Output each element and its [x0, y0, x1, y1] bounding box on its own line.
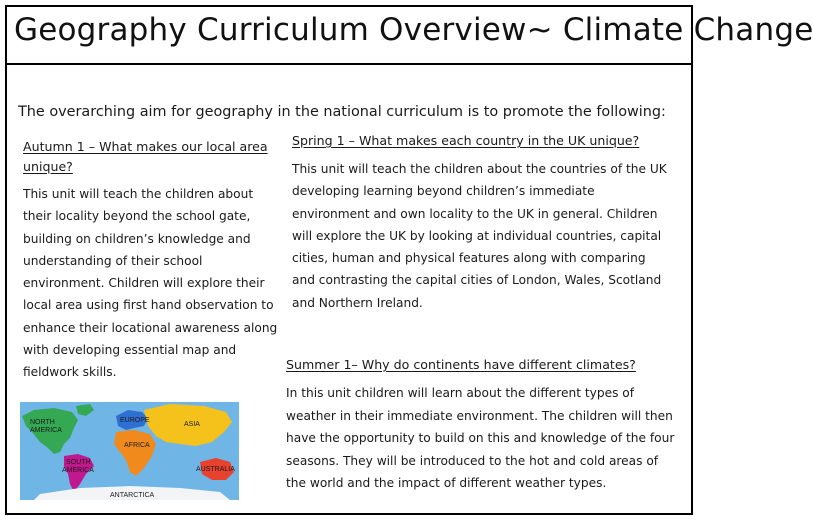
label-north-america-2: AMERICA: [30, 427, 62, 434]
autumn-heading: Autumn 1 – What makes our local area unique?: [23, 139, 268, 174]
label-australia: AUSTRALIA: [196, 466, 235, 473]
summer-body: In this unit children will learn about the different types of weather in their immediate environment. The children will then have the opportunity to build on this and knowledge of the four seasons. They will be introduced to the hot and cold areas of the world and the impact of different weather types.: [286, 386, 675, 490]
page-title: Geography Curriculum Overview~ Climate Change: [14, 12, 813, 48]
autumn-body: This unit will teach the children about their locality beyond the school gate, building on children’s knowledge and understanding of their school environment. Children will explore their local area using first hand observation to enhance their locational awareness along with developing essential map and fieldwork skills.: [23, 187, 278, 380]
label-africa: AFRICA: [124, 442, 150, 449]
spring-body: This unit will teach the children about the countries of the UK developing learning beyond children’s immediate environment and own locality to the UK in general. Children will explore the UK by looking at individual countries, capital cities, human and physical features along with comparing and contrasting the capital cities of London, Wales, Scotland and Northern Ireland.: [292, 162, 667, 310]
label-antarctica: ANTARCTICA: [110, 492, 155, 499]
label-south-america-1: SOUTH: [66, 459, 91, 466]
label-europe: EUROPE: [120, 417, 150, 424]
title-divider: [5, 63, 693, 65]
intro-text: The overarching aim for geography in the national curriculum is to promote the following:: [18, 104, 666, 120]
label-asia: ASIA: [184, 421, 200, 428]
world-map-image: [20, 402, 239, 500]
label-north-america-1: NORTH: [30, 419, 55, 426]
summer-heading: Summer 1– Why do continents have different climates?: [286, 357, 636, 372]
label-south-america-2: AMERICA: [62, 467, 94, 474]
spring-heading: Spring 1 – What makes each country in the UK unique?: [292, 133, 640, 148]
